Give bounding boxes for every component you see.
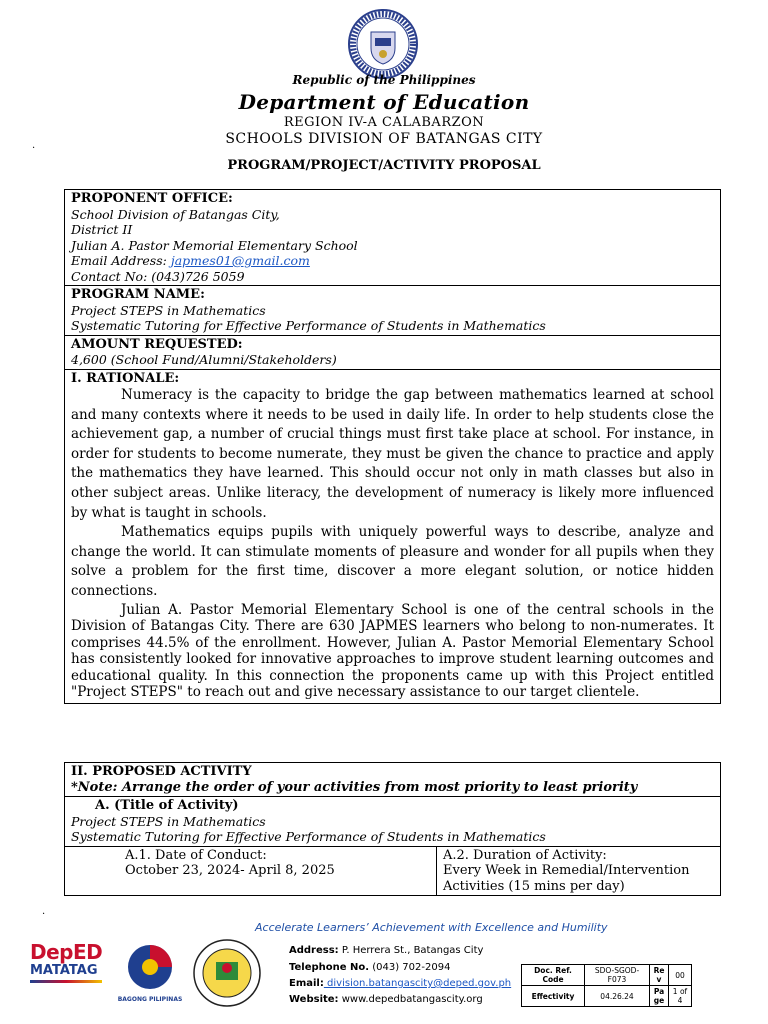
proponent-contact: Contact No: (043)726 5059	[71, 268, 245, 284]
department-heading: Department of Education	[238, 90, 530, 114]
proponent-line: Julian A. Pastor Memorial Elementary School	[71, 237, 358, 253]
duration-line: Activities (15 mins per day)	[443, 878, 625, 894]
footer-address: Address: P. Herrera St., Batangas City	[289, 945, 484, 956]
doc-page-label: Pa ge	[650, 986, 669, 1007]
program-cell	[65, 286, 721, 336]
deped-seal-icon	[347, 8, 419, 80]
email-label: Email Address:	[71, 253, 171, 268]
proponent-label: PROPONENT OFFICE:	[71, 191, 233, 206]
rationale-paragraph: Numeracy is the capacity to bridge the gap between mathematics learned at school and many contexts where it needs to be used in daily life. In order to help students close the achievement gap, a number of crucial things must first take place at school. For instance, in order for students to become numerate, they must be given the chance to practice and apply the mathematics they have learned. This should occur not only in math classes but also in other subject areas. Unlike literacy, the development of numeracy is likely more influenced by what is taught in schools.	[71, 387, 714, 521]
date-cell	[65, 846, 437, 896]
doc-control-table	[521, 964, 692, 1007]
doc-rev-value: 00	[669, 965, 692, 986]
duration-line: Every Week in Remedial/Intervention	[443, 863, 690, 878]
program-label: PROGRAM NAME:	[71, 287, 205, 302]
activity-title-cell	[65, 797, 721, 847]
proponent-email-row	[71, 253, 714, 269]
page-mark: .	[42, 906, 46, 917]
matatag-logo-text: MATATAG	[30, 963, 98, 978]
form-title: PROGRAM/PROJECT/ACTIVITY PROPOSAL	[227, 158, 541, 173]
duration-cell	[437, 846, 721, 896]
footer-tagline: Accelerate Learners’ Achievement with Excellence and Humility	[255, 921, 608, 934]
activity-title-label: A. (Title of Activity)	[95, 798, 239, 813]
amount-label: AMOUNT REQUESTED:	[71, 336, 243, 352]
duration-label: A.2. Duration of Activity:	[443, 847, 607, 863]
amount-value: 4,600 (School Fund/Alumni/Stakeholders)	[71, 352, 337, 367]
activity-label: II. PROPOSED ACTIVITY	[71, 764, 252, 779]
program-line: Systematic Tutoring for Effective Performance of Students in Mathematics	[71, 318, 546, 333]
proposal-form	[64, 189, 721, 704]
date-value: October 23, 2024- April 8, 2025	[125, 863, 335, 878]
rationale-cell	[65, 369, 721, 703]
doc-eff-value: 04.26.24	[585, 986, 650, 1007]
proponent-cell	[65, 190, 721, 286]
doc-rev-label: Re v	[650, 965, 669, 986]
region-heading: REGION IV-A CALABARZON	[283, 115, 485, 130]
bagong-pilipinas-icon	[116, 942, 184, 992]
proponent-line: District II	[71, 222, 133, 237]
deped-logo-text: DepED	[30, 940, 103, 964]
doc-ref-value: SDO-SGOD-F073	[585, 965, 650, 986]
republic-heading: Republic of the Philippines	[292, 73, 476, 87]
activity-title-line: Project STEPS in Mathematics	[71, 813, 266, 829]
rationale-paragraph: Mathematics equips pupils with uniquely powerful ways to describe, analyze and change the world. It can stimulate moments of pleasure and wonder for all pupils when they solve a problem for the first time, discover a more elegant solution, or notice hidden connections.	[71, 524, 714, 599]
date-label: A.1. Date of Conduct:	[125, 847, 267, 863]
deped-matatag-logo	[30, 940, 102, 1000]
proponent-line: School Division of Batangas City,	[71, 206, 280, 222]
activity-title-line: Systematic Tutoring for Effective Performance of Students in Mathematics	[71, 829, 546, 844]
rationale-paragraph: Julian A. Pastor Memorial Elementary School is one of the central schools in the Division of Batangas City. There are 630 JAPMES learners who belong to non-numerates. It comprises 44.5% of the enrollment. However, Julian A. Pastor Memorial Elementary School has consistently looked for innovative approaches to improve student learning outcomes and educational quality. In this connection the proponents came up with this Project entitled "Project STEPS" to reach out and give necessary assistance to our target clientele.	[71, 601, 714, 701]
amount-cell	[65, 335, 721, 369]
email-link[interactable]: japmes01@gmail.com	[170, 253, 310, 268]
rationale-label: I. RATIONALE:	[71, 370, 180, 386]
activity-note: *Note: Arrange the order of your activities from most priority to least priority	[71, 779, 638, 795]
program-line: Project STEPS in Mathematics	[71, 302, 266, 318]
doc-ref-label: Doc. Ref. Code	[522, 965, 585, 986]
footer-email-link[interactable]: division.batangascity@deped.gov.ph	[323, 978, 512, 989]
footer-website: Website: www.depedbatangascity.org	[289, 994, 483, 1005]
doc-page-value: 1 of 4	[669, 986, 692, 1007]
footer-email: Email: division.batangascity@deped.gov.ph	[289, 978, 512, 989]
page-mark: .	[32, 140, 36, 151]
bagong-logo-text: BAGONG PILIPINAS	[117, 996, 183, 1003]
division-heading: SCHOOLS DIVISION OF BATANGAS CITY	[225, 131, 543, 147]
activity-form	[64, 762, 721, 896]
footer-website-link[interactable]: www.depedbatangascity.org	[338, 994, 483, 1005]
doc-eff-label: Effectivity	[522, 986, 585, 1007]
activity-header-cell	[65, 763, 721, 797]
bagong-pilipinas-logo	[116, 942, 184, 1004]
division-seal-icon	[192, 938, 262, 1008]
footer-phone: Telephone No. (043) 702-2094	[289, 962, 451, 973]
